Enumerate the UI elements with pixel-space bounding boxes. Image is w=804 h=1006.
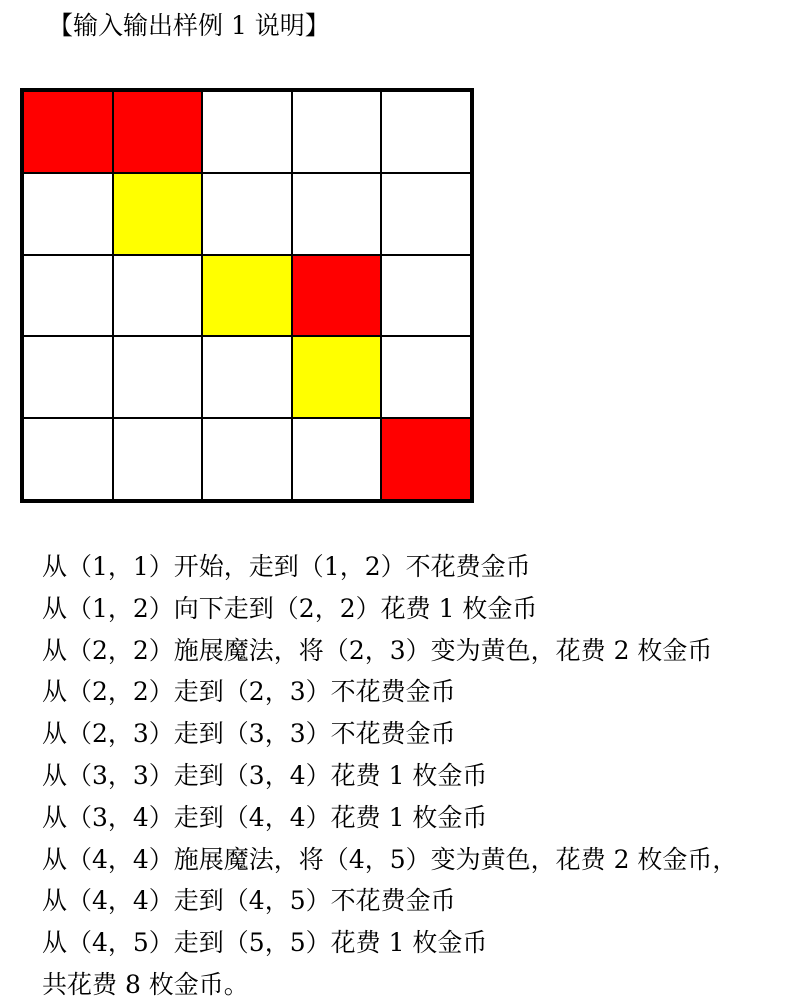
grid-cell-1-2-red <box>113 91 203 173</box>
grid-cell-4-3-white <box>202 336 292 418</box>
step-line-2: 从（1，2）向下走到（2，2）花费 1 枚金币 <box>42 593 538 623</box>
grid-cell-5-3-white <box>202 418 292 500</box>
step-line-9: 从（4，4）走到（4，5）不花费金币 <box>42 886 456 916</box>
section-title: 【输入输出样例 1 说明】 <box>48 11 330 40</box>
grid-cell-4-1-white <box>23 336 113 418</box>
total-cost-line: 共花费 8 枚金币。 <box>42 969 249 999</box>
grid-cell-1-3-white <box>202 91 292 173</box>
step-line-8: 从（4，4）施展魔法，将（4，5）变为黄色，花费 2 枚金币， <box>42 844 738 874</box>
grid-cell-1-5-white <box>381 91 471 173</box>
grid-cell-3-1-white <box>23 255 113 337</box>
grid-cell-2-5-white <box>381 173 471 255</box>
grid-cell-1-4-white <box>292 91 382 173</box>
step-line-5: 从（2，3）走到（3，3）不花费金币 <box>42 719 456 749</box>
grid-cell-3-4-red <box>292 255 382 337</box>
grid-cell-3-5-white <box>381 255 471 337</box>
grid-cell-4-5-white <box>381 336 471 418</box>
grid-cell-4-4-yellow <box>292 336 382 418</box>
grid-cell-5-2-white <box>113 418 203 500</box>
grid-cell-3-2-white <box>113 255 203 337</box>
chessboard-grid <box>20 88 474 503</box>
grid-cell-2-2-yellow <box>113 173 203 255</box>
step-line-7: 从（3，4）走到（4，4）花费 1 枚金币 <box>42 802 488 832</box>
explanation-steps <box>42 546 802 1006</box>
grid-cell-5-1-white <box>23 418 113 500</box>
step-line-6: 从（3，3）走到（3，4）花费 1 枚金币 <box>42 760 488 790</box>
step-line-4: 从（2，2）走到（2，3）不花费金币 <box>42 677 456 707</box>
grid-cell-5-5-red <box>381 418 471 500</box>
grid-cell-2-3-white <box>202 173 292 255</box>
grid-cell-4-2-white <box>113 336 203 418</box>
step-line-1: 从（1，1）开始，走到（1，2）不花费金币 <box>42 552 531 581</box>
step-line-3: 从（2，2）施展魔法，将（2，3）变为黄色，花费 2 枚金币 <box>42 635 713 665</box>
grid-cell-2-1-white <box>23 173 113 255</box>
grid-cell-2-4-white <box>292 173 382 255</box>
grid-cell-5-4-white <box>292 418 382 500</box>
grid-cell-1-1-red <box>23 91 113 173</box>
step-line-10: 从（4，5）走到（5，5）花费 1 枚金币 <box>42 928 488 958</box>
grid-cell-3-3-yellow <box>202 255 292 337</box>
